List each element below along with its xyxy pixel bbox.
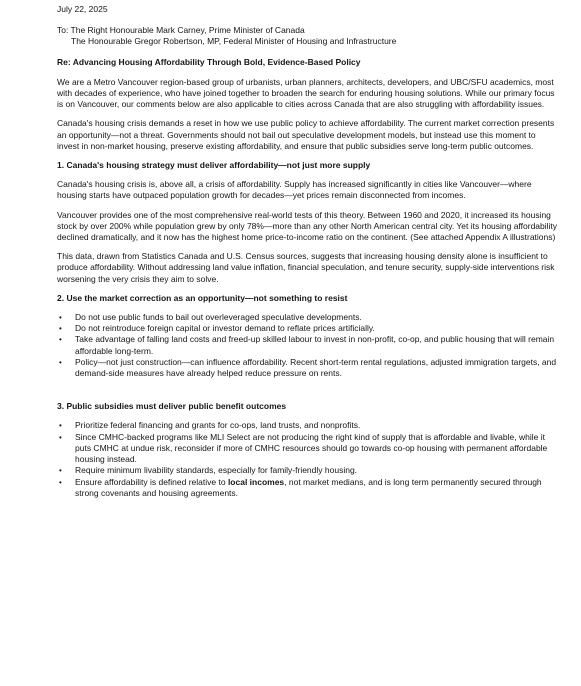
section-spacer bbox=[57, 387, 559, 401]
list-item bbox=[57, 357, 559, 379]
section-2-list bbox=[57, 312, 559, 379]
list-item-text: Do not reintroduce foreign capital or investor demand to reflate prices artificially. bbox=[75, 323, 375, 334]
list-item-text: Require minimum livability standards, especially for family-friendly housing. bbox=[75, 465, 358, 476]
recipient-line-2: The Honourable Gregor Robertson, MP, Federal Minister of Housing and Infrastructure bbox=[71, 36, 397, 47]
list-item-text: Take advantage of falling land costs and freed-up skilled labour to invest in non-profit, co-op, and public housing that will remain affordable long-term. bbox=[75, 334, 555, 356]
bullet-icon: • bbox=[59, 421, 62, 431]
list-item-text: Since CMHC-backed programs like MLI Select are not producing the right kind of supply that is affordable and livable, while it puts CMHC at undue risk, reconsider if more of CMHC resources should go towards co-op housing with permanent affordable housing instead. bbox=[75, 431, 548, 465]
list-item bbox=[57, 477, 559, 499]
section-1-heading: 1. Canada's housing strategy must deliver affordability—not just more supply bbox=[57, 160, 371, 171]
list-item-text: Policy—not just construction—can influence affordability. Recent short-term rental regulations, adjusted immigration targets, and demand-side measures have already helped reduce pressure on rents. bbox=[75, 356, 557, 379]
section-3-heading: 3. Public subsidies must deliver public benefit outcomes bbox=[57, 401, 287, 412]
section-1-paragraph-3: This data, drawn from Statistics Canada and U.S. Census sources, suggests that increasing housing density alone is insufficient to produce affordability. Without addressing land value inflation, financial speculation, and tenure security, supply-side interventions risk worsening the very crisis they aim to solve. bbox=[57, 251, 555, 284]
list-item-text: Do not use public funds to bail out overleveraged speculative developments. bbox=[75, 312, 362, 323]
list-item bbox=[57, 312, 559, 323]
local-incomes-emphasis: local incomes bbox=[227, 476, 285, 487]
recipient-block bbox=[57, 25, 559, 47]
list-item-text-after: , not market medians, and is long term permanently secured through strong covenants and housing agreements. bbox=[75, 476, 542, 498]
bullet-icon: • bbox=[59, 466, 62, 476]
list-item bbox=[57, 465, 559, 476]
list-item bbox=[57, 334, 559, 356]
list-item bbox=[57, 323, 559, 334]
subject-line: Re: Advancing Housing Affordability Through Bold, Evidence-Based Policy bbox=[57, 56, 361, 67]
bullet-icon: • bbox=[59, 313, 62, 323]
list-item-text: Prioritize federal financing and grants for co-ops, land trusts, and nonprofits. bbox=[75, 420, 361, 431]
section-1-paragraph-2: Vancouver provides one of the most comprehensive real-world tests of this theory. Between 1960 and 2020, it increased its housing stock by over 200% while population grew by only 78%—more than any other North American central city. Yet its housing affordability declined dramatically, and it now has the highest home price-to-income ratio on the continent. (See attached Appendix A illustrations) bbox=[57, 209, 558, 243]
list-item bbox=[57, 420, 559, 431]
recipient-line-1: To: The Right Honourable Mark Carney, Prime Minister of Canada bbox=[57, 25, 305, 36]
bullet-icon: • bbox=[59, 477, 62, 487]
bullet-icon: • bbox=[59, 324, 62, 334]
bullet-icon: • bbox=[59, 335, 62, 345]
intro-paragraph-1: We are a Metro Vancouver region-based group of urbanists, urban planners, architects, developers, and UBC/SFU academics, most with decades of experience, who have joined together to broaden the search for enduring housing solutions. While our primary focus is on Vancouver, our comments below are also applicable to cities across Canada that are also struggling with affordability issues. bbox=[57, 76, 555, 110]
list-item-text bbox=[75, 477, 542, 498]
section-3-list bbox=[57, 420, 559, 498]
section-1-paragraph-1: Canada's housing crisis is, above all, a crisis of affordability. Supply has increased significantly in cities like Vancouver—where housing starts have outpaced population growth for decades—yet prices remain disconnected from incomes. bbox=[57, 179, 532, 201]
section-2-heading: 2. Use the market correction as an opportunity—not something to resist bbox=[57, 292, 348, 303]
list-item bbox=[57, 432, 559, 466]
letter-date: July 22, 2025 bbox=[57, 4, 108, 14]
intro-paragraph-2: Canada's housing crisis demands a reset in how we use public policy to achieve affordability. The current market correction presents an opportunity—not a threat. Governments should not bail out speculative development models, but instead use this moment to invest in non-market housing, preserve existing affordability, and ensure that public subsidies serve long-term public outcomes. bbox=[57, 118, 555, 151]
list-item-text-before: Ensure affordability is defined relative to bbox=[75, 476, 228, 487]
bullet-icon: • bbox=[59, 357, 62, 367]
bullet-icon: • bbox=[59, 432, 62, 442]
